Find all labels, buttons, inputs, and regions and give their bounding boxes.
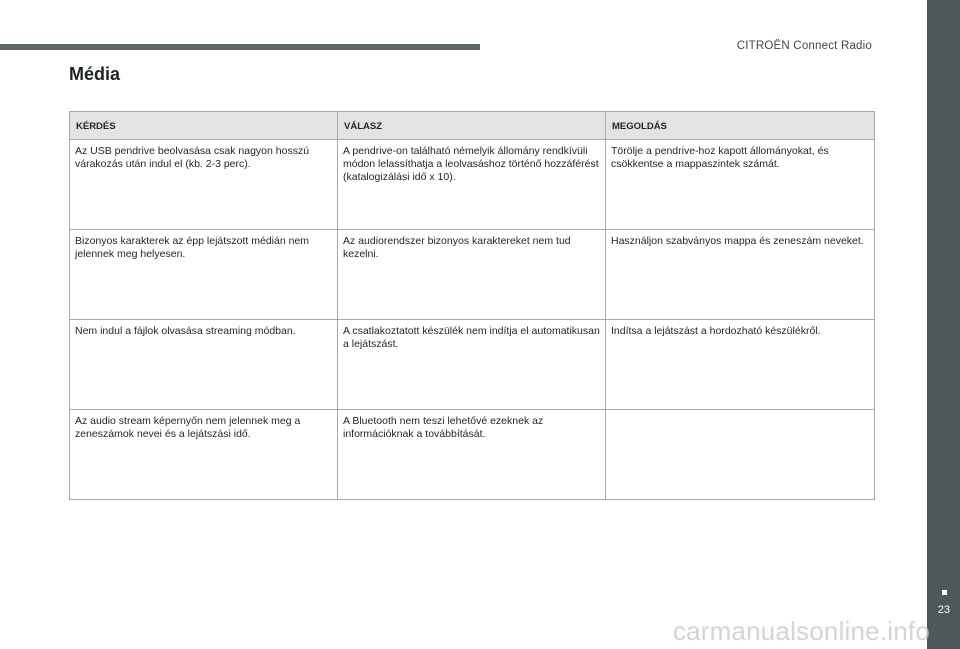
table-row xyxy=(70,320,875,410)
cell-answer: A pendrive-on található némelyik állomány rendkívüli módon lelassíthatja a leolvasáshoz történő hozzáférést (katalogizálási idő x 10). xyxy=(338,140,606,230)
cell-solution: Használjon szabványos mappa és zeneszám neveket. xyxy=(606,230,875,320)
cell-solution: Törölje a pendrive-hoz kapott állományokat, és csökkentse a mappaszintek számát. xyxy=(606,140,875,230)
cell-question: Nem indul a fájlok olvasása streaming módban. xyxy=(70,320,338,410)
cell-solution xyxy=(606,410,875,500)
column-header-answer: VÁLASZ xyxy=(338,112,606,140)
page-number: 23 xyxy=(937,604,950,616)
table-row xyxy=(70,230,875,320)
cell-question: Az audio stream képernyőn nem jelennek meg a zeneszámok nevei és a lejátszási idő. xyxy=(70,410,338,500)
table-row xyxy=(70,410,875,500)
header-rule xyxy=(0,44,480,50)
side-strip xyxy=(927,0,960,649)
cell-answer: A csatlakoztatott készülék nem indítja el automatikusan a lejátszást. xyxy=(338,320,606,410)
cell-solution: Indítsa a lejátszást a hordozható készülékről. xyxy=(606,320,875,410)
cell-question: Bizonyos karakterek az épp lejátszott médián nem jelennek meg helyesen. xyxy=(70,230,338,320)
column-header-solution: MEGOLDÁS xyxy=(606,112,875,140)
cell-answer: A Bluetooth nem teszi lehetővé ezeknek az információknak a továbbítását. xyxy=(338,410,606,500)
column-header-question: KÉRDÉS xyxy=(70,112,338,140)
page-title: Média xyxy=(69,64,121,84)
cell-question: Az USB pendrive beolvasása csak nagyon hosszú várakozás után indul el (kb. 2-3 perc). xyxy=(70,140,338,230)
brand-label: CITROËN Connect Radio xyxy=(736,40,872,52)
page-marker xyxy=(942,590,947,595)
table-header-row xyxy=(70,112,875,140)
watermark: carmanualsonline.info xyxy=(672,616,930,646)
table-row xyxy=(70,140,875,230)
cell-answer: Az audiorendszer bizonyos karaktereket nem tud kezelni. xyxy=(338,230,606,320)
troubleshooting-table xyxy=(69,111,875,500)
